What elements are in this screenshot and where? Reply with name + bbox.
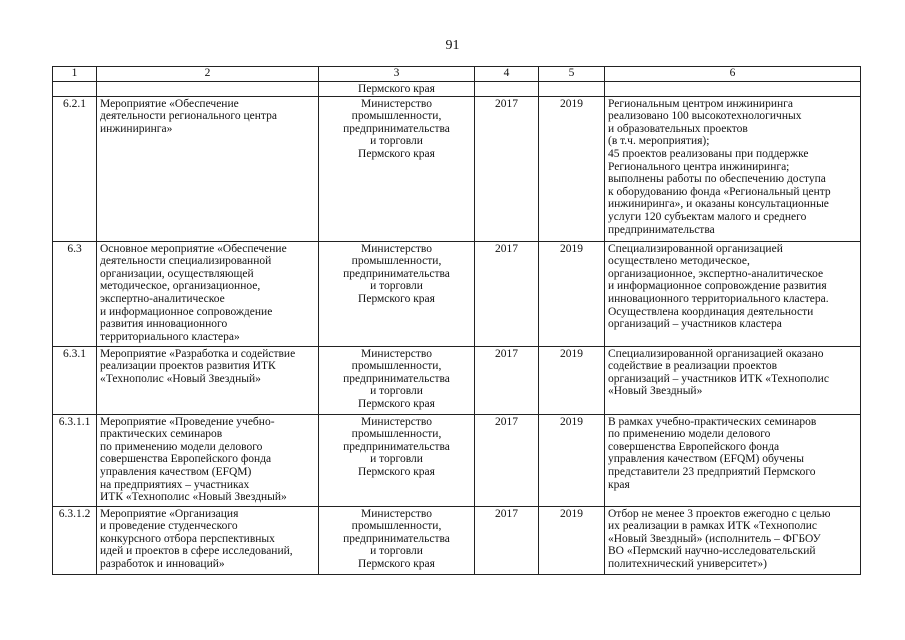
continuation-row [53, 82, 861, 97]
executor-cell: Министерство промышленности, предпринимательства и торговли Пермского края [319, 241, 475, 346]
activity-name: Мероприятие «Разработка и содействие реализации проектов развития ИТК «Технополис «Новый Звездный» [97, 346, 319, 414]
column-number-row [53, 67, 861, 82]
start-year: 2017 [475, 414, 539, 506]
result-cell: Специализированной организацией оказано содействие в реализации проектов организаций – участников ИТК «Технополис «Новый Звездный» [605, 346, 861, 414]
start-year: 2017 [475, 346, 539, 414]
executor-cell: Министерство промышленности, предпринимательства и торговли Пермского края [319, 414, 475, 506]
column-header-4: 4 [475, 67, 539, 82]
column-header-1: 1 [53, 67, 97, 82]
column-header-6: 6 [605, 67, 861, 82]
activity-name: Мероприятие «Организация и проведение студенческого конкурсного отбора перспективных идей и проектов в сфере исследований, разработок и инноваций» [97, 506, 319, 574]
item-number: 6.3.1.2 [53, 506, 97, 574]
result-cell: В рамках учебно-практических семинаров по применению модели делового совершенства Европейского фонда управления качеством (EFQM) обучены представители 23 предприятий Пермского края [605, 414, 861, 506]
start-year: 2017 [475, 241, 539, 346]
table-row [53, 241, 861, 346]
executor-cell: Пермского края [319, 82, 475, 97]
end-year: 2019 [539, 241, 605, 346]
item-number: 6.2.1 [53, 96, 97, 241]
executor-cell: Министерство промышленности, предпринимательства и торговли Пермского края [319, 96, 475, 241]
start-year: 2017 [475, 506, 539, 574]
item-number: 6.3.1.1 [53, 414, 97, 506]
end-year: 2019 [539, 96, 605, 241]
end-year: 2019 [539, 506, 605, 574]
result-cell: Отбор не менее 3 проектов ежегодно с целью их реализации в рамках ИТК «Технополис «Новый Звездный» (исполнитель – ФГБОУ ВО «Пермский научно-исследовательский политехнический университет») [605, 506, 861, 574]
activity-name: Основное мероприятие «Обеспечение деятельности специализированной организации, осуществляющей методическое, организационное, экспертно-аналитическое и информационное сопровождение развития инновационного территориального кластера» [97, 241, 319, 346]
result-cell: Специализированной организацией осуществлено методическое, организационное, экспертно-аналитическое и информационное сопровождение развития инновационного территориального кластера. Осуществлена координация деятельности организаций – участников кластера [605, 241, 861, 346]
executor-cell: Министерство промышленности, предпринимательства и торговли Пермского края [319, 506, 475, 574]
column-header-5: 5 [539, 67, 605, 82]
activity-name: Мероприятие «Обеспечение деятельности регионального центра инжиниринга» [97, 96, 319, 241]
table-row [53, 346, 861, 414]
item-number: 6.3 [53, 241, 97, 346]
end-year: 2019 [539, 346, 605, 414]
table-row [53, 96, 861, 241]
column-header-2: 2 [97, 67, 319, 82]
end-year: 2019 [539, 414, 605, 506]
activity-name: Мероприятие «Проведение учебно- практических семинаров по применению модели делового совершенства Европейского фонда управления качеством (EFQM) на предприятиях – участниках ИТК «Технополис «Новый Звездный» [97, 414, 319, 506]
start-year: 2017 [475, 96, 539, 241]
table-row [53, 506, 861, 574]
activities-table [52, 66, 861, 575]
page-number: 91 [445, 38, 460, 53]
result-cell: Региональным центром инжиниринга реализовано 100 высокотехнологичных и образовательных проектов (в т.ч. мероприятия); 45 проектов реализованы при поддержке Регионального центра инжиниринга; выполнены работы по обеспечению доступа к оборудованию фонда «Региональный центр инжиниринга», и оказаны консультационные услуги 120 субъектам малого и среднего предпринимательства [605, 96, 861, 241]
executor-cell: Министерство промышленности, предпринимательства и торговли Пермского края [319, 346, 475, 414]
column-header-3: 3 [319, 67, 475, 82]
item-number: 6.3.1 [53, 346, 97, 414]
table-row [53, 414, 861, 506]
